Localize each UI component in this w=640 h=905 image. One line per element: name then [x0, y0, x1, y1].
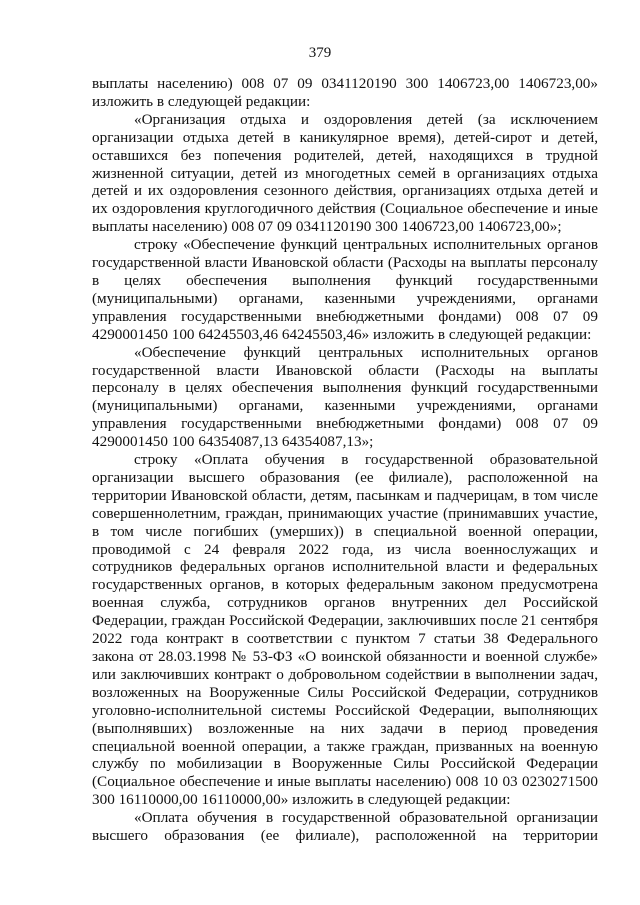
text-line: 4290001450 100 64354087,13 64354087,13»; [92, 433, 374, 451]
text-line: или заключивших контракт о добровольном содействии в выполнении задач, [92, 665, 598, 683]
text-line: (муниципальными) органами, казенными учреждениями, органами [92, 397, 598, 415]
text-line: в том числе погибших (умерших)) в специальной военной операции, [92, 522, 598, 540]
text-line: государственной власти Ивановской области (Расходы на выплаты [92, 361, 598, 379]
body-text [92, 75, 598, 845]
text-line: детей и их оздоровления сезонного действия, организациях отдыха детей и [92, 182, 598, 200]
page-number: 379 [308, 45, 332, 61]
text-line: проводимой с 24 февраля 2022 года, из числа военнослужащих и [92, 540, 598, 558]
text-line: сотрудников федеральных органов исполнительной власти и федеральных [92, 558, 598, 576]
text-line: закона от 28.03.1998 № 53-ФЗ «О воинской обязанности и военной службе» [92, 648, 598, 665]
text-line: совершеннолетним, граждан, принимающих участие (принимавших участие, [92, 504, 598, 522]
text-line: специальной военной операции, а также граждан, призванных на военную [92, 737, 598, 755]
text-line: высшего образования (ее филиале), расположенной на территории [92, 827, 598, 845]
text-line: государственных органов, в которых федеральным законом предусмотрена [92, 576, 598, 594]
text-line: «Обеспечение функций центральных исполнительных органов [134, 343, 598, 361]
text-line: территории Ивановской области, детям, пасынкам и падчерицам, в том числе [92, 486, 598, 504]
text-line: 2022 года контракт в соответствии с пунктом 7 статьи 38 Федерального [92, 630, 598, 648]
text-line: «Организация отдыха и оздоровления детей (за исключением [134, 110, 598, 128]
text-line: изложить в следующей редакции: [92, 92, 311, 110]
text-line: возложенных на Вооруженные Силы Российской Федерации, сотрудников [92, 683, 598, 701]
text-line: их оздоровления круглогодичного действия (Социальное обеспечение и иные [92, 200, 598, 218]
text-line: службу по мобилизации в Вооруженные Силы Российской Федерации [92, 755, 598, 773]
text-line: государственной власти Ивановской области (Расходы на выплаты персоналу [92, 254, 598, 272]
text-line: уголовно-исполнительной системы Российской Федерации, выполняющих [92, 701, 598, 719]
text-line: 300 16110000,00 16110000,00» изложить в следующей редакции: [92, 791, 511, 809]
text-line: организации отдыха детей в каникулярное время), детей-сирот и детей, [92, 128, 598, 146]
text-line: «Оплата обучения в государственной образовательной организации [134, 809, 598, 827]
text-line: Федерации, граждан Российской Федерации, заключивших после 21 сентября [92, 612, 598, 630]
text-line: жизненной ситуации, детей из многодетных семей в организациях отдыха [92, 164, 598, 182]
text-line: (выполнявших) возложенные на них задачи в период проведения [92, 719, 598, 737]
text-line: (Социальное обеспечение и иные выплаты населению) 008 10 03 0230271500 [92, 773, 598, 791]
text-line: военная служба, сотрудников органов внутренних дел Российской [92, 594, 598, 612]
text-line: персоналу в целях обеспечения выполнения функций государственными [92, 379, 598, 397]
text-line: в целях обеспечения выполнения функций государственными [92, 271, 598, 289]
text-line: управления государственными внебюджетными фондами) 008 07 09 [92, 415, 598, 433]
text-line: (муниципальными) органами, казенными учреждениями, органами [92, 289, 598, 307]
text-line: управления государственными внебюджетными фондами) 008 07 09 [92, 307, 598, 325]
text-line: строку «Оплата обучения в государственной образовательной [134, 451, 598, 469]
text-line: организации высшего образования (ее филиале), расположенной на [92, 468, 598, 486]
text-line: 4290001450 100 64245503,46 64245503,46» изложить в следующей редакции: [92, 325, 592, 343]
text-line: строку «Обеспечение функций центральных исполнительных органов [134, 236, 598, 254]
text-line: выплаты населению) 008 07 09 0341120190 300 1406723,00 1406723,00»; [92, 218, 562, 236]
text-line: выплаты населению) 008 07 09 0341120190 300 1406723,00 1406723,00» [92, 75, 598, 92]
text-line: оставшихся без попечения родителей, детей, находящихся в трудной [92, 146, 598, 164]
